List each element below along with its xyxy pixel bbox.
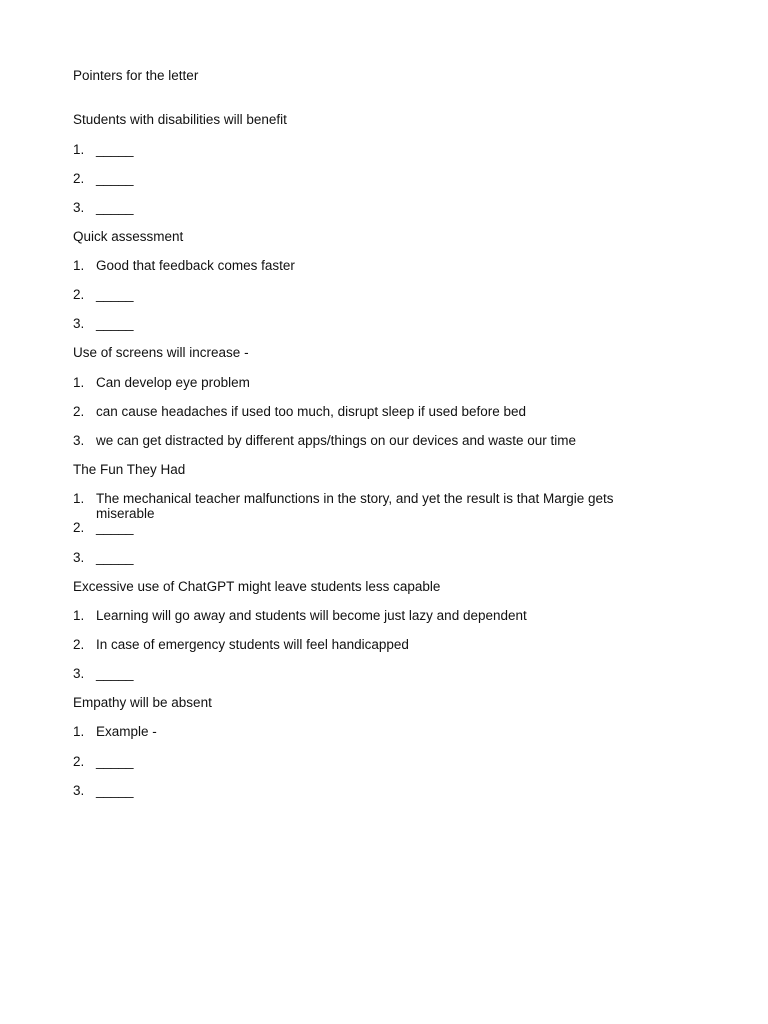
list-item-number: 2.: [73, 404, 85, 419]
list-item-number: 2.: [73, 520, 85, 535]
list-item-number: 2.: [73, 287, 85, 302]
list-item-text: _____: [96, 142, 134, 157]
list-item-text: we can get distracted by different apps/things on our devices and waste our time: [96, 433, 577, 448]
list-item-text: _____: [96, 200, 134, 215]
list-item-text: Can develop eye problem: [96, 375, 250, 390]
list-item-text: In case of emergency students will feel handicapped: [96, 637, 409, 652]
page-title: Pointers for the letter: [73, 68, 199, 83]
list-item-text: _____: [96, 666, 134, 681]
section-heading: Excessive use of ChatGPT might leave students less capable: [73, 579, 441, 594]
list-item-text: _____: [96, 520, 134, 535]
list-item-number: 3.: [73, 316, 85, 331]
list-item-number: 1.: [73, 375, 85, 390]
section-heading: Quick assessment: [73, 229, 184, 244]
list-item-text: _____: [96, 754, 134, 769]
list-item-number: 1.: [73, 608, 85, 623]
list-item-number: 2.: [73, 637, 85, 652]
section-heading: The Fun They Had: [73, 462, 186, 477]
list-item-number: 1.: [73, 491, 85, 506]
list-item-text: _____: [96, 783, 134, 798]
section-heading: Use of screens will increase -: [73, 345, 249, 360]
list-item-number: 1.: [73, 724, 85, 739]
list-item-number: 3.: [73, 433, 85, 448]
list-item-number: 3.: [73, 550, 85, 565]
list-item-number: 3.: [73, 666, 85, 681]
list-item-number: 1.: [73, 258, 85, 273]
list-item-number: 3.: [73, 783, 85, 798]
list-item-text: can cause headaches if used too much, disrupt sleep if used before bed: [96, 404, 527, 419]
list-item-number: 3.: [73, 200, 85, 215]
list-item-text: _____: [96, 550, 134, 565]
section-heading: Empathy will be absent: [73, 695, 212, 710]
list-item-text: _____: [96, 287, 134, 302]
list-item-text: Learning will go away and students will become just lazy and dependent: [96, 608, 527, 623]
list-item-text: Example -: [96, 724, 157, 739]
list-item-text: Good that feedback comes faster: [96, 258, 295, 273]
list-item-text: _____: [96, 316, 134, 331]
list-item-number: 2.: [73, 171, 85, 186]
list-item-number: 1.: [73, 142, 85, 157]
list-item-number: 2.: [73, 754, 85, 769]
list-item-text: _____: [96, 171, 134, 186]
list-item-text: The mechanical teacher malfunctions in the story, and yet the result is that Margie gets miserable: [96, 491, 614, 521]
section-heading: Students with disabilities will benefit: [73, 112, 287, 127]
